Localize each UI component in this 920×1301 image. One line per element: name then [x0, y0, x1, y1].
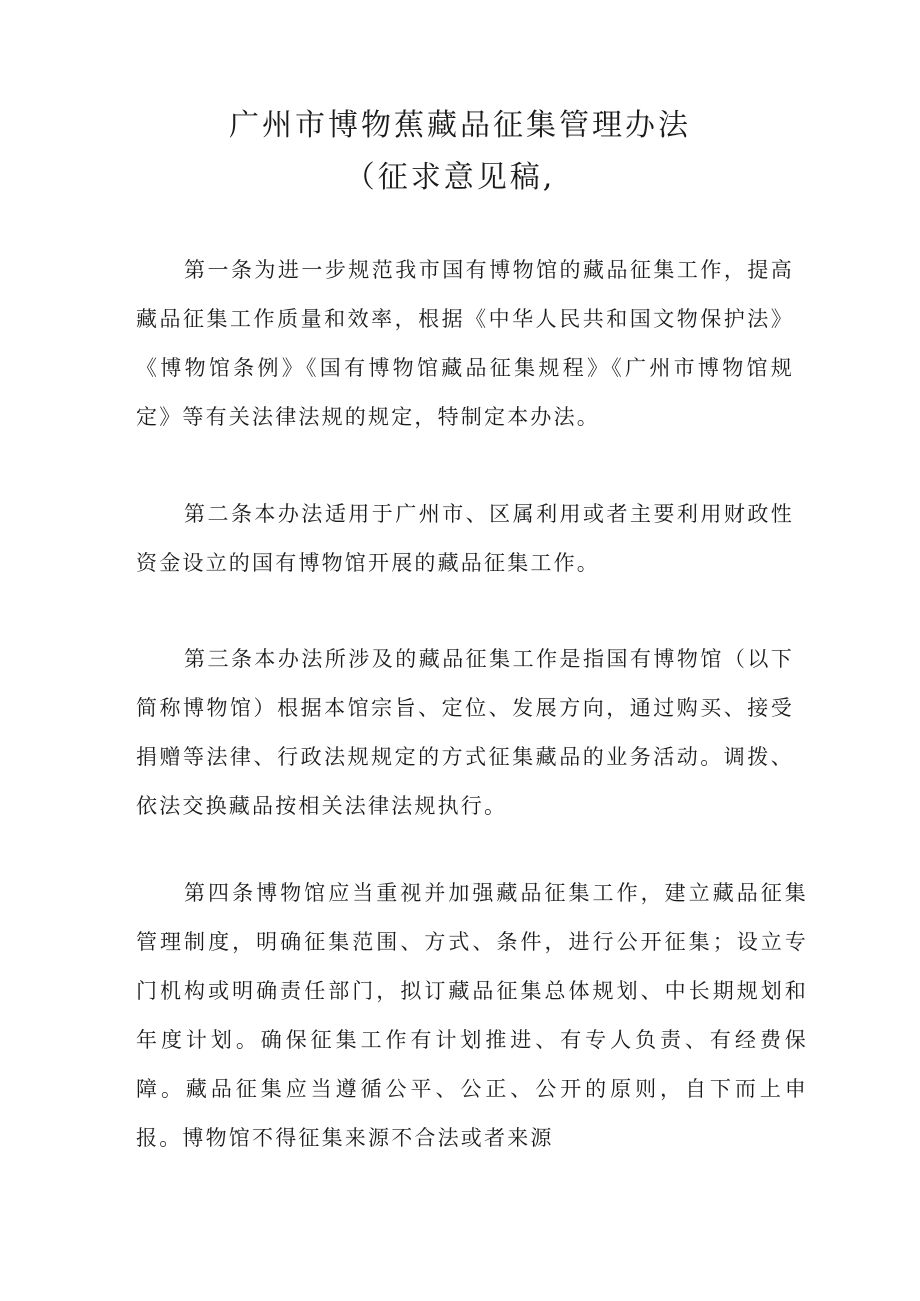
- article-2: 第二条本办法适用于广州市、区属利用或者主要利用财政性资金设立的国有博物馆开展的藏品征集工作。: [136, 502, 794, 575]
- article-3: 第三条本办法所涉及的藏品征集工作是指国有博物馆（以下简称博物馆）根据本馆宗旨、定位、发展方向，通过购买、接受捐赠等法律、行政法规规定的方式征集藏品的业务活动。调拨、依法交换藏品按相关法律法规执行。: [136, 647, 794, 818]
- article-1: 第一条为进一步规范我市国有博物馆的藏品征集工作，提高藏品征集工作质量和效率，根据《中华人民共和国文物保护法》《博物馆条例》《国有博物馆藏品征集规程》《广州市博物馆规定》等有关法律法规的规定，特制定本办法。: [136, 258, 794, 429]
- document-title: 广州市博物蕉藏品征集管理办法: [229, 108, 691, 143]
- document-subtitle: （征求意见稿,: [344, 160, 556, 195]
- article-4: 第四条博物馆应当重视并加强藏品征集工作，建立藏品征集管理制度，明确征集范围、方式、条件，进行公开征集；设立专门机构或明确责任部门，拟订藏品征集总体规划、中长期规划和年度计划。确保征集工作有计划推进、有专人负责、有经费保障。藏品征集应当遵循公平、公正、公开的原则，自下而上申报。博物馆不得征集来源不合法或者来源: [136, 881, 808, 1150]
